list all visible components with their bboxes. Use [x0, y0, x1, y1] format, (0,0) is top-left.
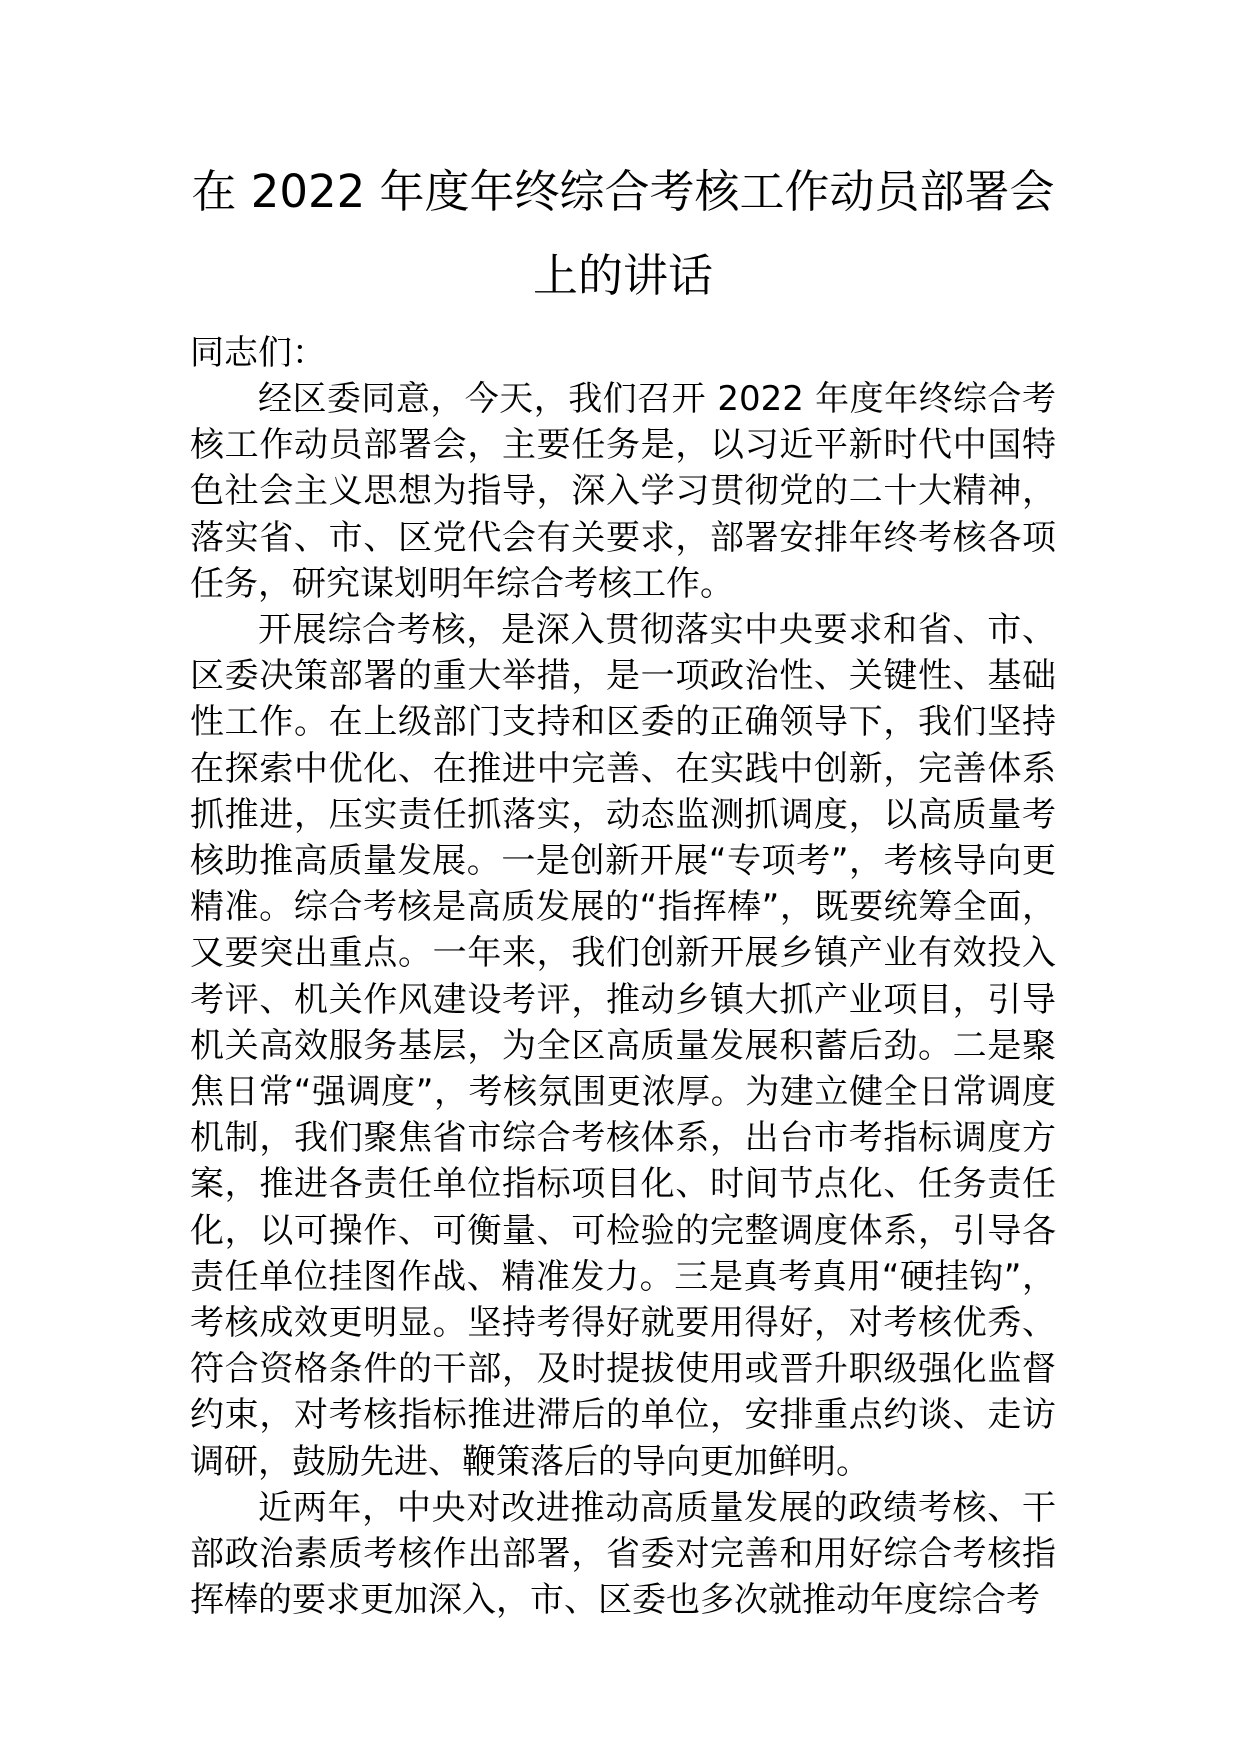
title-line-2: 上的讲话 — [532, 249, 713, 302]
paragraph-3: 近两年，中央对改进推动高质量发展的政绩考核、干部政治素质考核作出部署，省委对完善和用好综合考核指挥棒的要求更加深入，市、区委也多次就推动年度综合考 — [190, 1487, 1056, 1621]
title-line-1: 在 2022 年度年终综合考核工作动员部署会 — [191, 165, 1055, 218]
document-title — [190, 150, 1056, 318]
paragraph-1: 经区委同意，今天，我们召开 2022 年度年终综合考核工作动员部署会，主要任务是，以习近平新时代中国特色社会主义思想为指导，深入学习贯彻党的二十大精神，落实省、市、区党代会有关要求，部署安排年终考核各项任务，研究谋划明年综合考核工作。 — [190, 379, 1056, 604]
salutation: 同志们： — [190, 333, 326, 373]
document-page — [190, 150, 1056, 1623]
paragraph-2: 开展综合考核，是深入贯彻落实中央要求和省、市、区委决策部署的重大举措，是一项政治性、关键性、基础性工作。在上级部门支持和区委的正确领导下，我们坚持在探索中优化、在推进中完善、在实践中创新，完善体系抓推进，压实责任抓落实，动态监测抓调度，以高质量考核助推高质量发展。一是创新开展“专项考”，考核导向更精准。综合考核是高质发展的“指挥棒”，既要统筹全面，又要突出重点。一年来，我们创新开展乡镇产业有效投入考评、机关作风建设考评，推动乡镇大抓产业项目，引导机关高效服务基层，为全区高质量发展积蓄后劲。二是聚焦日常“强调度”，考核氛围更浓厚。为建立健全日常调度机制，我们聚焦省市综合考核体系，出台市考指标调度方案，推进各责任单位指标项目化、时间节点化、任务责任化，以可操作、可衡量、可检验的完整调度体系，引导各责任单位挂图作战、精准发力。三是真考真用“硬挂钩”，考核成效更明显。坚持考得好就要用得好，对考核优秀、符合资格条件的干部，及时提拔使用或晋升职级强化监督约束，对考核指标推进滞后的单位，安排重点约谈、走访调研，鼓励先进、鞭策落后的导向更加鲜明。 — [190, 610, 1056, 1482]
